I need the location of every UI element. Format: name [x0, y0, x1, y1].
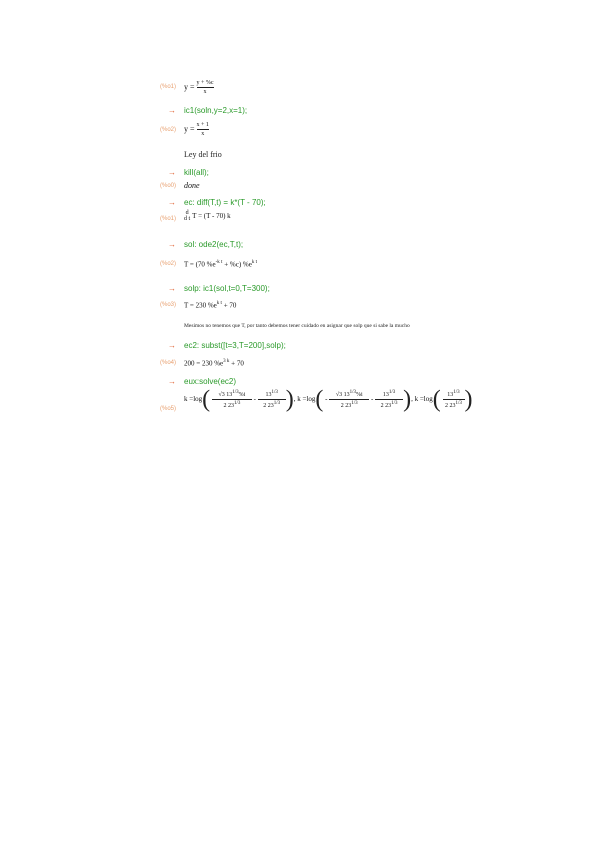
input-command[interactable]: ic1(soln,y=2,x=1); — [184, 106, 248, 115]
input-arrow-icon: → — [168, 240, 176, 249]
exponent: 1/3 — [388, 390, 396, 395]
fraction — [212, 390, 252, 409]
fraction-bar — [443, 399, 465, 400]
exponent: 1/3 — [351, 401, 358, 406]
input-command[interactable]: kill(all); — [184, 168, 209, 177]
fraction — [197, 122, 209, 137]
expr-part: + 70 — [231, 359, 244, 368]
num-tail: %i — [238, 392, 246, 398]
expr-part: T = 230 %e — [184, 301, 217, 310]
exponent: 1/3 — [453, 390, 460, 395]
solution-lhs: k =log — [297, 395, 316, 404]
paren-open: ( — [315, 386, 324, 413]
input-command[interactable]: solp: ic1(sol,t=0,T=300); — [184, 284, 270, 293]
input-arrow-icon: → — [168, 341, 176, 350]
output-expression — [184, 80, 214, 95]
fraction-bar — [375, 399, 403, 400]
paren-close: ) — [464, 386, 473, 413]
exponent: 1/3 — [391, 401, 398, 406]
minus-sign: - — [253, 395, 256, 404]
solution-3 — [414, 386, 473, 413]
den-text: 2 23 — [263, 403, 274, 409]
fraction-bar — [258, 399, 286, 400]
minus-sign: - — [371, 395, 374, 404]
fraction — [258, 390, 286, 409]
output-label: (%o4) — [160, 360, 177, 366]
fraction-denominator: x — [201, 131, 205, 137]
den-text: 2 23 — [380, 403, 392, 409]
den-text: 2 23 — [223, 403, 234, 409]
paren-open: ( — [432, 386, 441, 413]
output-expression — [184, 210, 231, 222]
minus-sign: - — [325, 395, 328, 404]
output-expression — [184, 122, 209, 137]
fraction-numerator — [375, 390, 403, 398]
output-label: (%o2) — [160, 261, 177, 267]
fraction-numerator: x + 1 — [196, 122, 209, 128]
expr-part: + %c) %e — [224, 260, 252, 269]
input-arrow-icon: → — [168, 198, 176, 207]
fraction-denominator — [443, 401, 465, 409]
fraction-bar — [212, 399, 252, 400]
fraction-numerator — [329, 390, 369, 398]
output-lhs: y = — [184, 124, 195, 134]
input-arrow-icon: → — [168, 168, 176, 177]
fraction-bar — [329, 399, 369, 400]
solution-lhs: k =log — [414, 395, 433, 404]
exponent: 1/3 — [233, 401, 241, 406]
exponent: k t — [216, 301, 222, 306]
fraction-numerator: d — [185, 210, 189, 216]
exponent: 3 k — [223, 359, 230, 364]
expr-part: + 70 — [223, 301, 237, 310]
output-label: (%o0) — [160, 183, 177, 189]
input-arrow-icon: → — [168, 284, 176, 293]
exponent: 1/3 — [455, 401, 462, 406]
paren-close: ) — [403, 386, 412, 413]
output-label: (%o1) — [160, 216, 177, 222]
input-command[interactable]: eux:solve(ec2) — [184, 377, 237, 386]
num-text: √3 13 — [218, 392, 233, 398]
fraction-numerator: y + %c — [196, 80, 214, 86]
solution-list — [184, 386, 473, 413]
exponent: 1/3 — [273, 401, 281, 406]
output-label: (%o2) — [160, 127, 177, 133]
text-cell: Ley del frio — [184, 150, 222, 159]
output-expression — [184, 357, 244, 368]
num-text: √3 13 — [335, 392, 350, 398]
fraction-bar — [197, 129, 209, 130]
fraction-numerator — [212, 390, 252, 398]
text-cell: Mesimos no tenemos que T, por tanto debemos tener cuidado en asignar que solp que si sabe la mucho — [184, 323, 410, 329]
solution-lhs: k =log — [184, 395, 203, 404]
output-rhs: T = (T - 70) k — [192, 211, 231, 220]
paren-close: ) — [285, 386, 294, 413]
output-expression: done — [184, 181, 200, 190]
solution-1: k =log( $\frac{√3 13^{1/3}\%i}{2 23^{1/3}}$ - $\frac{13^{1/3}}{2 23^{1/3}}$ ), — [184, 386, 298, 413]
output-lhs: y = — [184, 82, 195, 92]
fraction-numerator — [258, 390, 286, 398]
input-command[interactable]: ec2: subst([t=3,T=200],solp); — [184, 341, 286, 350]
num-text: 13 — [265, 392, 272, 398]
fraction-numerator — [443, 390, 465, 398]
fraction-denominator: d t — [184, 216, 191, 222]
exponent: k t — [251, 260, 257, 265]
output-expression — [184, 258, 257, 269]
num-tail: %i — [356, 392, 363, 398]
num-text: 13 — [382, 392, 389, 398]
exponent: 1/3 — [232, 390, 239, 395]
fraction — [329, 390, 369, 409]
fraction — [375, 390, 403, 409]
exponent: 1/3 — [349, 390, 356, 395]
num-text: 13 — [447, 392, 454, 398]
input-command[interactable]: sol: ode2(ec,T,t); — [184, 240, 244, 249]
output-label: (%o1) — [160, 84, 177, 90]
fraction-denominator — [375, 401, 403, 409]
derivative-fraction — [184, 210, 190, 222]
output-label: (%o3) — [160, 302, 177, 308]
expr-part: 200 = 230 %e — [184, 359, 224, 368]
exponent: 1/3 — [271, 390, 278, 395]
fraction — [443, 390, 465, 409]
fraction-bar — [197, 87, 214, 88]
output-label: (%o5) — [160, 406, 177, 412]
paren-open: ( — [202, 386, 211, 413]
solution-2: k =log( - $\frac{√3 13^{1/3}\%i}{2 23^{1/3}}$ - $\frac{13^{1/3}}{2 23^{1/3}}$ ), — [297, 386, 415, 413]
fraction-denominator — [258, 401, 286, 409]
output-expression — [184, 299, 236, 310]
input-arrow-icon: → — [168, 106, 176, 115]
exponent: -k t — [215, 260, 223, 265]
fraction-denominator — [329, 401, 369, 409]
fraction-denominator — [212, 401, 252, 409]
fraction-denominator: x — [203, 89, 207, 95]
fraction — [197, 80, 214, 95]
expr-part: T = (70 %e — [184, 260, 216, 269]
den-text: 2 23 — [445, 403, 456, 409]
input-command[interactable]: ec: diff(T,t) = k*(T - 70); — [184, 198, 266, 207]
input-arrow-icon: → — [168, 377, 176, 386]
den-text: 2 23 — [340, 403, 352, 409]
